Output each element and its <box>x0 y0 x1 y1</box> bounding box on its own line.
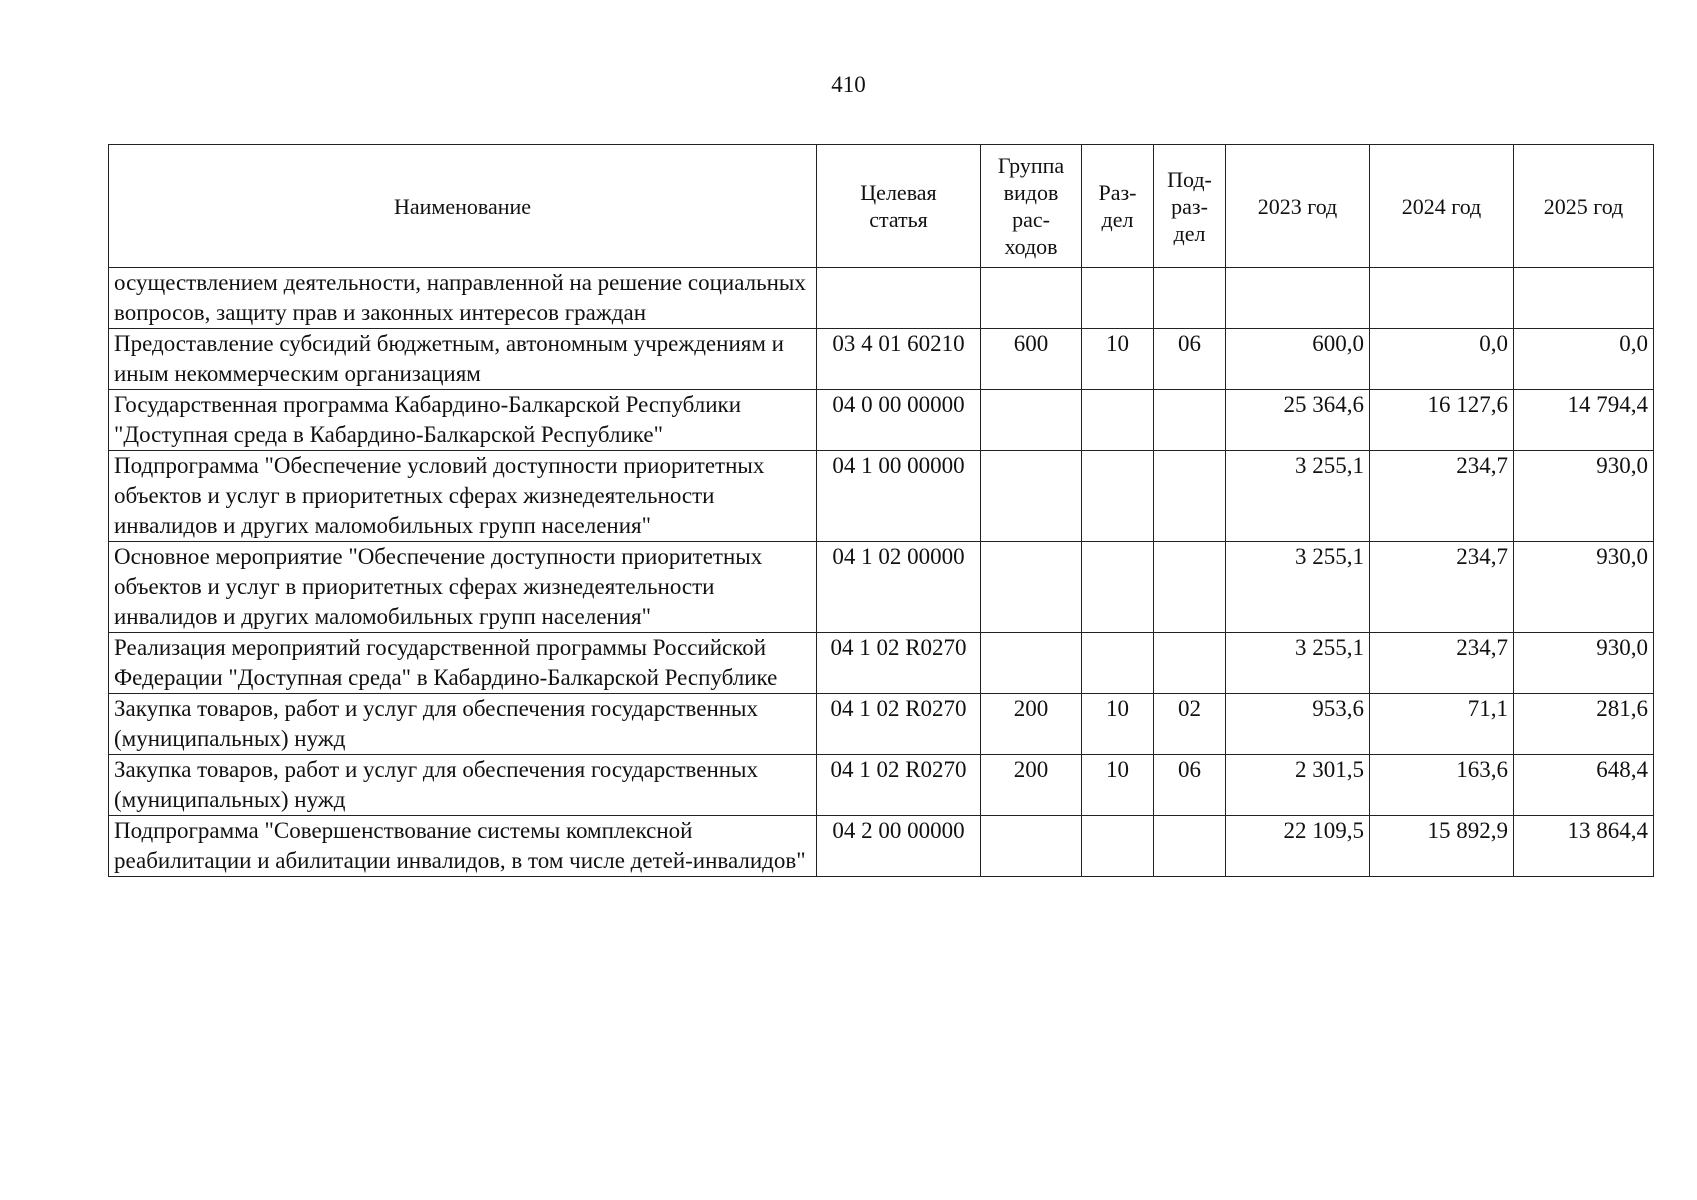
cell-expense-group <box>981 542 1082 633</box>
cell-2023: 3 255,1 <box>1226 542 1370 633</box>
cell-section <box>1082 451 1154 542</box>
cell-name: Подпрограмма "Совершенствование системы комплексной реабилитации и абилитации инвалидов, в том числе детей-инвалидов" <box>109 816 817 877</box>
cell-target-article: 04 1 02 00000 <box>817 542 981 633</box>
header-line: статья <box>869 207 928 232</box>
header-line: Наименование <box>393 193 532 219</box>
cell-2023: 2 301,5 <box>1226 755 1370 816</box>
cell-target-article: 04 1 02 R0270 <box>817 633 981 694</box>
cell-2024: 15 892,9 <box>1370 816 1514 877</box>
header-line: дел <box>1173 220 1206 246</box>
table-row <box>109 268 1654 329</box>
cell-name: Основное мероприятие "Обеспечение доступности приоритетных объектов и услуг в приоритетных сферах жизнедеятельности инвалидов и других маломобильных групп населения" <box>109 542 817 633</box>
cell-section <box>1082 633 1154 694</box>
header-line: дел <box>1101 207 1134 232</box>
header-2025 <box>1514 145 1654 268</box>
cell-section: 10 <box>1082 755 1154 816</box>
cell-section: 10 <box>1082 329 1154 390</box>
cell-2025: 13 864,4 <box>1514 816 1654 877</box>
cell-target-article <box>817 268 981 329</box>
cell-target-article: 04 1 00 00000 <box>817 451 981 542</box>
cell-section <box>1082 542 1154 633</box>
table-row <box>109 329 1654 390</box>
cell-2025: 14 794,4 <box>1514 390 1654 451</box>
header-line: Целевая <box>860 180 937 205</box>
cell-2023: 3 255,1 <box>1226 633 1370 694</box>
table-row <box>109 390 1654 451</box>
cell-2024 <box>1370 268 1514 329</box>
cell-name: Реализация мероприятий государственной программы Российской Федерации "Доступная среда" в Кабардино-Балкарской Республике <box>109 633 817 694</box>
cell-subsection <box>1154 390 1226 451</box>
header-line: видов <box>1003 180 1059 205</box>
header-name <box>109 145 817 268</box>
cell-2025: 281,6 <box>1514 694 1654 755</box>
header-2024 <box>1370 145 1514 268</box>
cell-expense-group <box>981 451 1082 542</box>
header-line: 2025 год <box>1543 193 1624 219</box>
header-expense-group <box>981 145 1082 268</box>
cell-2024: 234,7 <box>1370 542 1514 633</box>
header-line: раз- <box>1171 193 1208 219</box>
cell-expense-group <box>981 816 1082 877</box>
cell-name: осуществлением деятельности, направленной на решение социальных вопросов, защиту прав и законных интересов граждан <box>109 268 817 329</box>
cell-2025: 930,0 <box>1514 542 1654 633</box>
cell-section <box>1082 268 1154 329</box>
cell-subsection: 02 <box>1154 694 1226 755</box>
cell-target-article: 04 2 00 00000 <box>817 816 981 877</box>
cell-name: Государственная программа Кабардино-Балкарской Республики "Доступная среда в Кабардино-Балкарской Республике" <box>109 390 817 451</box>
cell-2025: 930,0 <box>1514 451 1654 542</box>
cell-2024: 234,7 <box>1370 633 1514 694</box>
cell-expense-group <box>981 633 1082 694</box>
cell-subsection: 06 <box>1154 329 1226 390</box>
header-line: Под- <box>1167 166 1212 192</box>
cell-2025: 930,0 <box>1514 633 1654 694</box>
cell-target-article: 04 1 02 R0270 <box>817 755 981 816</box>
cell-section: 10 <box>1082 694 1154 755</box>
cell-expense-group: 200 <box>981 755 1082 816</box>
cell-expense-group: 200 <box>981 694 1082 755</box>
header-line: Раз- <box>1098 180 1137 205</box>
header-line: 2023 год <box>1257 193 1338 219</box>
header-line: 2024 год <box>1401 193 1482 219</box>
cell-2024: 16 127,6 <box>1370 390 1514 451</box>
cell-target-article: 03 4 01 60210 <box>817 329 981 390</box>
table-row <box>109 451 1654 542</box>
budget-table <box>108 144 1654 877</box>
header-2023 <box>1226 145 1370 268</box>
cell-name: Подпрограмма "Обеспечение условий доступности приоритетных объектов и услуг в приоритетных сферах жизнедеятельности инвалидов и других маломобильных групп населения" <box>109 451 817 542</box>
header-line: рас- <box>1012 207 1050 232</box>
cell-2025 <box>1514 268 1654 329</box>
table-row <box>109 816 1654 877</box>
cell-subsection <box>1154 542 1226 633</box>
cell-subsection <box>1154 451 1226 542</box>
cell-section <box>1082 816 1154 877</box>
header-line: ходов <box>1004 234 1058 259</box>
header-target-article <box>817 145 981 268</box>
cell-2023: 600,0 <box>1226 329 1370 390</box>
header-subsection <box>1154 145 1226 268</box>
cell-2025: 0,0 <box>1514 329 1654 390</box>
header-section <box>1082 145 1154 268</box>
header-line: Группа <box>997 153 1065 178</box>
cell-target-article: 04 1 02 R0270 <box>817 694 981 755</box>
cell-name: Предоставление субсидий бюджетным, автономным учреждениям и иным некоммерческим организациям <box>109 329 817 390</box>
cell-2023: 953,6 <box>1226 694 1370 755</box>
table-row <box>109 633 1654 694</box>
page-number: 410 <box>831 72 866 97</box>
cell-2024: 71,1 <box>1370 694 1514 755</box>
header-row <box>109 145 1654 268</box>
cell-2024: 163,6 <box>1370 755 1514 816</box>
table-row <box>109 694 1654 755</box>
cell-2023 <box>1226 268 1370 329</box>
cell-2024: 234,7 <box>1370 451 1514 542</box>
cell-subsection <box>1154 816 1226 877</box>
cell-2025: 648,4 <box>1514 755 1654 816</box>
cell-subsection <box>1154 268 1226 329</box>
cell-2023: 25 364,6 <box>1226 390 1370 451</box>
table-body <box>109 268 1654 877</box>
cell-2023: 3 255,1 <box>1226 451 1370 542</box>
cell-name: Закупка товаров, работ и услуг для обеспечения государственных (муниципальных) нужд <box>109 755 817 816</box>
cell-subsection: 06 <box>1154 755 1226 816</box>
cell-expense-group <box>981 390 1082 451</box>
cell-expense-group: 600 <box>981 329 1082 390</box>
cell-name: Закупка товаров, работ и услуг для обеспечения государственных (муниципальных) нужд <box>109 694 817 755</box>
cell-subsection <box>1154 633 1226 694</box>
table-row <box>109 542 1654 633</box>
table-row <box>109 755 1654 816</box>
cell-2024: 0,0 <box>1370 329 1514 390</box>
cell-target-article: 04 0 00 00000 <box>817 390 981 451</box>
cell-2023: 22 109,5 <box>1226 816 1370 877</box>
cell-expense-group <box>981 268 1082 329</box>
cell-section <box>1082 390 1154 451</box>
